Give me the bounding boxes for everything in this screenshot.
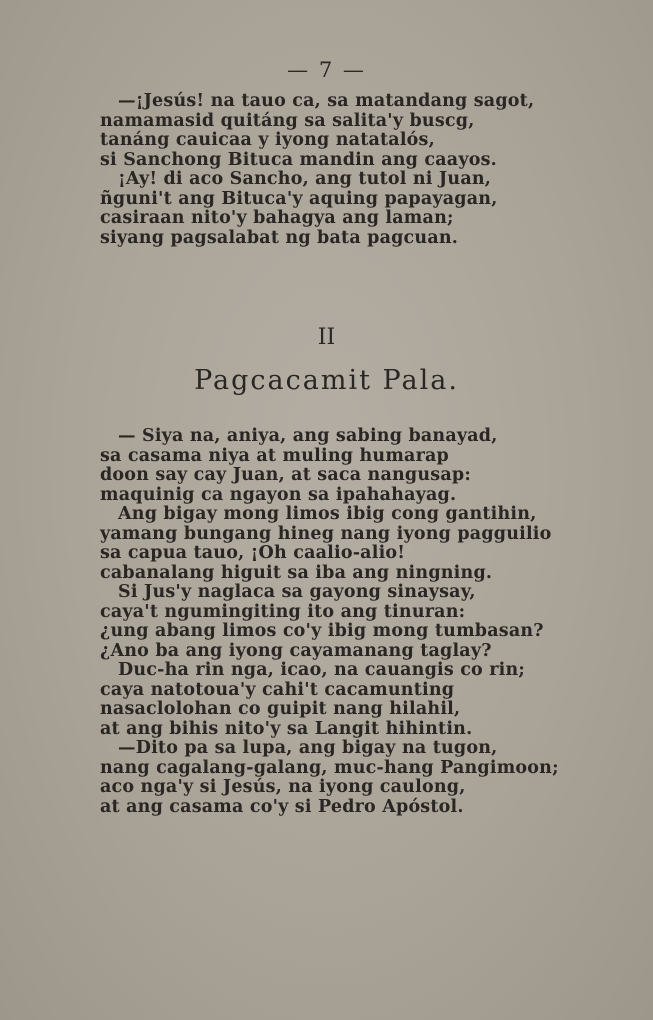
- stanza-7: [100, 739, 580, 817]
- verse-line: namamasid quitáng sa salita'y buscg,: [100, 110, 475, 131]
- verse-line: Ang bigay mong limos ibig cong gantihin,: [118, 504, 537, 524]
- verse-line: casiraan nito'y bahagya ang laman;: [100, 208, 454, 228]
- verse-line: ¿Ano ba ang iyong cayamanang taglay?: [100, 640, 492, 661]
- stanza-3: [100, 427, 580, 505]
- verse-line: aco nga'y si Jesús, na iyong caulong,: [100, 777, 466, 797]
- verse-line: nang cagalang-galang, muc-hang Pangimoon;: [100, 757, 559, 778]
- stanza-1: [100, 92, 580, 170]
- verse-line: —Dito pa sa lupa, ang bigay na tugon,: [118, 738, 498, 758]
- page-number: — 7 —: [287, 58, 366, 82]
- verse-line: cabanalang higuit sa iba ang ningning.: [100, 562, 493, 583]
- verse-line: Si Jus'y naglaca sa gayong sinaysay,: [118, 582, 476, 602]
- section-title: Pagcacamit Pala.: [194, 365, 459, 396]
- verse-line: yamang bungang hineg nang iyong pagguilio: [100, 523, 552, 544]
- verse-line: sa casama niya at muling humarap: [100, 445, 449, 466]
- verse-line: sa capua tauo, ¡Oh caalio-alio!: [100, 543, 406, 563]
- stanza-5: [100, 583, 580, 661]
- verse-line: ¡Ay! di aco Sancho, ang tutol ni Juan,: [118, 169, 492, 189]
- verse-line: doon say cay Juan, at saca nangusap:: [100, 465, 471, 485]
- verse-line: ñguni't ang Bituca'y aquing papayagan,: [100, 188, 498, 209]
- verse-line: tanáng cauicaa y iyong natatalós,: [100, 130, 435, 150]
- verse-line: maquinig ca ngayon sa ipahahayag.: [100, 484, 457, 505]
- verse-line: si Sanchong Bituca mandin ang caayos.: [100, 149, 497, 170]
- verse-line: nasaclolohan co guipit nang hilahil,: [100, 699, 461, 719]
- stanza-6: [100, 661, 580, 739]
- stanza-4: [100, 505, 580, 583]
- verse-line: —¡Jesús! na tauo ca, sa matandang sagot,: [118, 91, 535, 111]
- verse-line: at ang bihis nito'y sa Langit hihintin.: [100, 718, 473, 739]
- verse-line: at ang casama co'y si Pedro Apóstol.: [100, 796, 464, 817]
- verse-line: siyang pagsalabat ng bata pagcuan.: [100, 227, 459, 248]
- verse-line: caya natotoua'y cahi't cacamunting: [100, 679, 455, 700]
- verse-line: caya't ngumingiting ito ang tinuran:: [100, 601, 466, 622]
- section-numeral: II: [317, 325, 336, 350]
- verse-line: — Siya na, aniya, ang sabing banayad,: [118, 426, 498, 446]
- stanza-2: [100, 170, 580, 248]
- verse-line: Duc-ha rin nga, icao, na cauangis co rin;: [118, 660, 526, 680]
- verse-line: ¿ung abang limos co'y ibig mong tumbasan?: [100, 621, 544, 641]
